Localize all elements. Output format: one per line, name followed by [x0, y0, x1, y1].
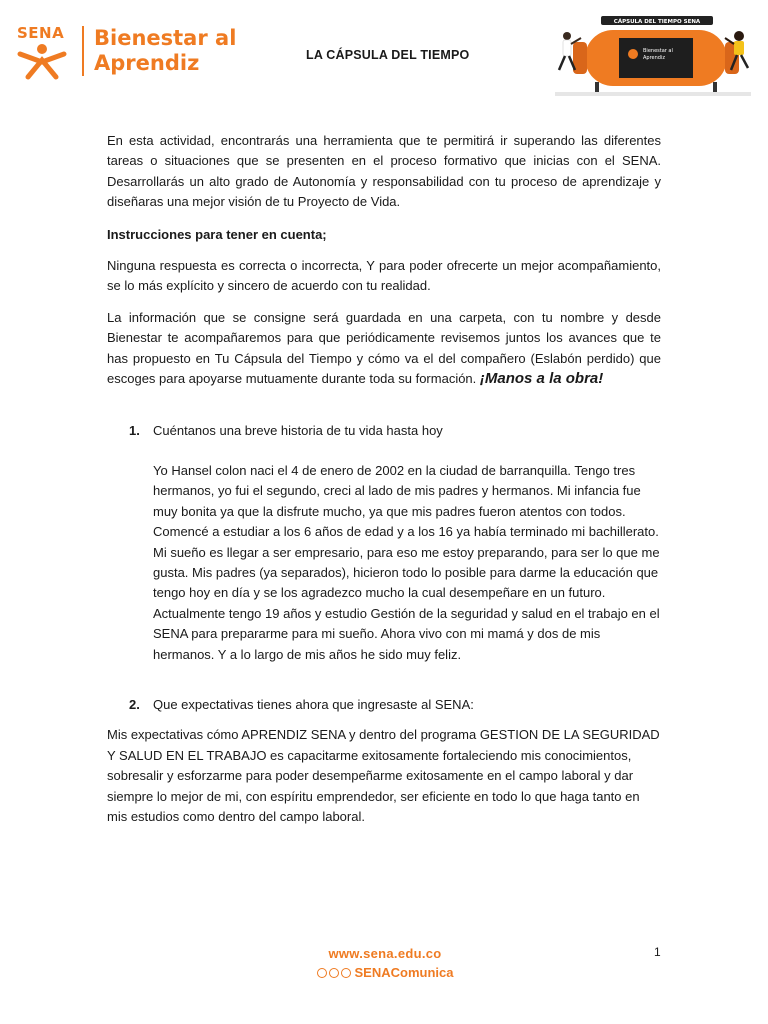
information-text: La información que se consigne será guardada en una carpeta, con tu nombre y desde Bienestar te acompañaremos para que periódicamente revisemos juntos los avances que te has propuesto en Tu Cápsula del Tiempo y cómo va el del compañero (Eslabón perdido) que escoges para apoyarse mutuamente durante toda su formación.: [107, 309, 661, 387]
bienestar-logo: [16, 22, 236, 80]
intro-paragraph: En esta actividad, encontrarás una herramienta que te permitirá ir superando las diferentes tareas o situaciones que se presenten en el proceso formativo que inicias con el SENA. Desarrollarás un alto grado de Autonomía y responsabilidad con tu proceso de aprendizaje y diseñaras una mejor visión de tu Proyecto de Vida.: [107, 133, 661, 210]
answer-2: Mis expectativas cómo APRENDIZ SENA y dentro del programa GESTION DE LA SEGURIDAD Y SALUD EN EL TRABAJO es capacitarme exitosamente fortaleciendo mis conocimientos, sobresalir y esforzarme para poder desempeñarme exitosamente en el campo laboral y dar siempre lo mejor de mi, con espíritu emprendedor, ser eficiente en todo lo que haga tanto en mis estudios como dentro del campo laboral.: [107, 727, 660, 824]
document-body: [107, 131, 661, 827]
capsule-screen-line2: Aprendiz: [643, 55, 665, 61]
logo-divider: [82, 26, 84, 76]
manos-a-la-obra: ¡Manos a la obra!: [479, 370, 604, 388]
instructions-paragraph: Ninguna respuesta es correcta o incorrecta, Y para poder ofrecerte un mejor acompañamiento, se lo más explícito y sincero de acuerdo con tu realidad.: [107, 258, 661, 294]
question-1-number: 1.: [129, 423, 140, 439]
cc-icon: [317, 968, 327, 978]
question-2: [129, 695, 661, 715]
page-number: 1: [654, 945, 661, 959]
question-2-number: 2.: [129, 696, 140, 712]
question-2-text: Que expectativas tienes ahora que ingresaste al SENA:: [153, 696, 474, 712]
sena-logo-word: SENA: [17, 24, 65, 42]
footer-social-handle: SENAComunica: [354, 965, 454, 980]
time-capsule-illustration: [551, 12, 756, 100]
answer-1: Yo Hansel colon naci el 4 de enero de 2002 en la ciudad de barranquilla. Tengo tres hermanos, yo fui el segundo, creci al lado de mis padres y hermanos. Mi infancia fue muy bonita ya que la disfrute mucho, ya que mis padres fueron atentos con todos. Comencé a estudiar a los 6 años de edad y a los 16 ya había terminado mi bachillerato. Mi sueño es llegar a ser empresario, para eso me estoy preparando, para ser lo que me gusta. Mis padres (ya separados), hicieron todo lo posible para darme la educación que tengo hoy en día y se los agradezco mucho la cual desempeñare en un futuro. Actualmente tengo 19 años y estudio Gestión de la seguridad y salud en el trabajo en el SENA para prepararme para mi sueño. Ahora vivo con mi mamá y dos de mis hermanos. Y a lo largo de mis años he sido muy feliz.: [153, 462, 660, 662]
logo-text: [94, 26, 236, 76]
instructions-heading: Instrucciones para tener en cuenta;: [107, 226, 327, 242]
footer-url[interactable]: www.sena.edu.co: [328, 946, 442, 961]
question-1-text: Cuéntanos una breve historia de tu vida hasta hoy: [153, 423, 443, 439]
capsule-sign-text: CÁPSULA DEL TIEMPO SENA: [613, 19, 701, 25]
sena-logo-mark: [16, 22, 68, 80]
capsule-screen-line1: Bienestar al: [643, 48, 673, 54]
document-title: LA CÁPSULA DEL TIEMPO: [306, 48, 470, 62]
logo-text-line1: Bienestar al: [94, 26, 237, 50]
page-header: [0, 0, 768, 110]
logo-text-line2: Aprendiz: [94, 51, 200, 75]
question-1: [129, 421, 661, 441]
info-icon: [341, 968, 351, 978]
footer-social: [310, 965, 460, 980]
cc-icon: [329, 968, 339, 978]
creative-commons-icons: [317, 968, 351, 978]
information-paragraph: [107, 308, 661, 390]
